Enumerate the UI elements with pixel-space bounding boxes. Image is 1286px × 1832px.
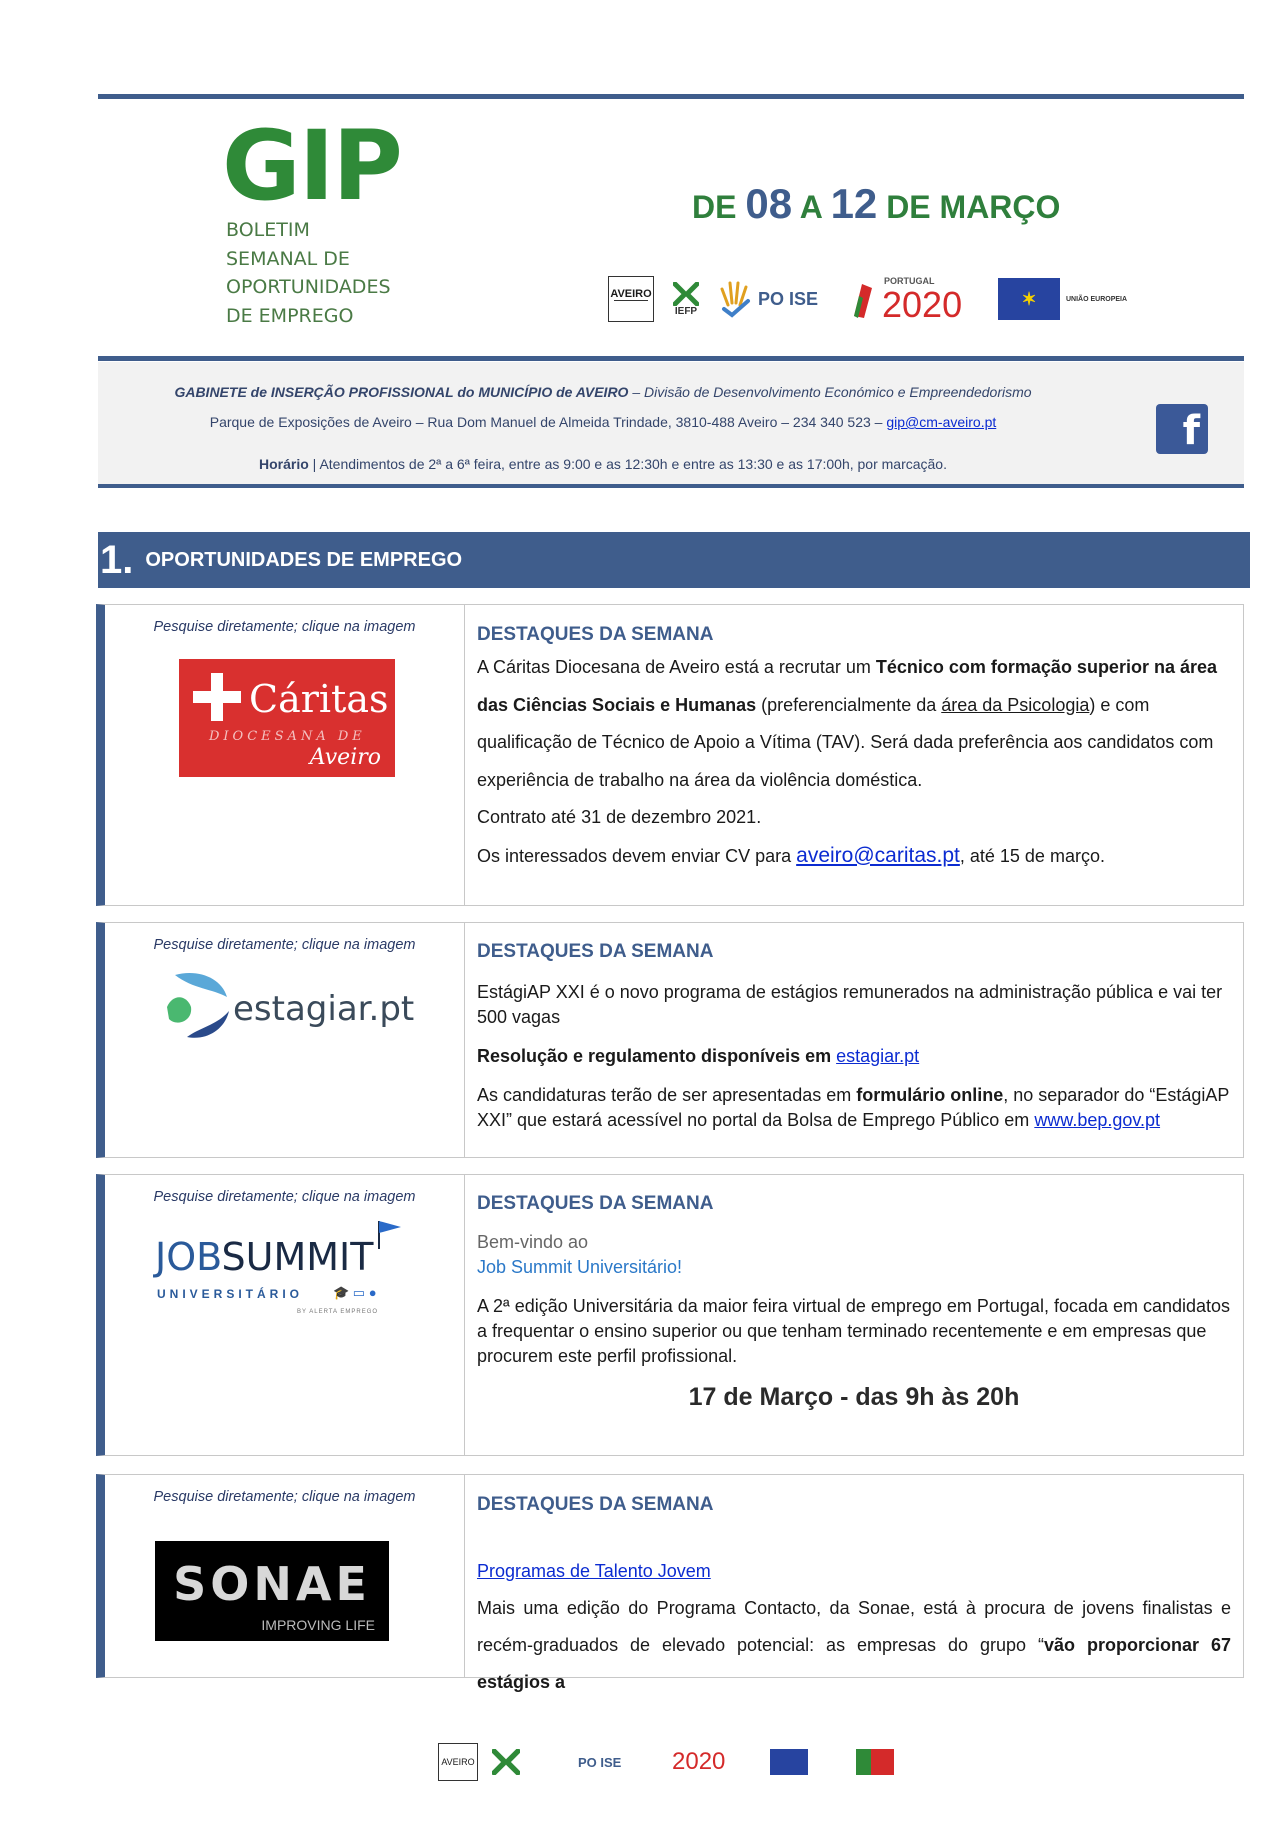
- card-paragraph: Mais uma edição do Programa Contacto, da Sonae, está à procura de jovens finalistas e recém-graduados de elevado potencial: as empresas do grupo “vão proporcionar 67 estágios a: [477, 1598, 1231, 1692]
- job-summit-link[interactable]: Job Summit Universitário!: [477, 1257, 683, 1277]
- organization-line: GABINETE de INSERÇÃO PROFISSIONAL do MUNICÍPIO de AVEIRO – Divisão de Desenvolvimento Económico e Empreendedorismo: [174, 384, 1032, 400]
- bep-link[interactable]: www.bep.gov.pt: [1034, 1110, 1161, 1130]
- caritas-email-link[interactable]: aveiro@caritas.pt: [796, 843, 960, 867]
- info-bottom-rule: [98, 484, 1244, 488]
- card-paragraph: Resolução e regulamento disponíveis em estagiar.pt: [477, 1046, 920, 1066]
- portugal2020-logo: 2020: [672, 1748, 726, 1775]
- caritas-cross-icon: [193, 673, 241, 721]
- search-hint: Pesquise diretamente; clique na imagem: [153, 1189, 416, 1205]
- estagiar-logo[interactable]: estagiar.pt: [157, 963, 417, 1053]
- hours-line: Horário | Atendimentos de 2ª a 6ª feira, entre as 9:00 e as 12:30h e entre as 13:30 e as 17:00h, por marcação.: [259, 456, 947, 472]
- contact-info-box: [98, 362, 1244, 484]
- mid-rule: [98, 356, 1244, 361]
- card-paragraph: A 2ª edição Universitária da maior feira virtual de emprego em Portugal, focada em candidatos a frequentar o ensino superior ou que tenham terminado recentemente e em empresas que procurem este perfil profissional.: [477, 1296, 1231, 1366]
- address-line: Parque de Exposições de Aveiro – Rua Dom Manuel de Almeida Trindade, 3810-488 Aveiro – 234 340 523 – gip@cm-aveiro.pt: [209, 414, 997, 430]
- card-paragraph: Contrato até 31 de dezembro 2021.: [477, 807, 762, 827]
- portugal-flag-icon: [856, 1749, 894, 1775]
- portugal2020-logo: PORTUGAL 2020: [848, 274, 986, 324]
- email-link[interactable]: gip@cm-aveiro.pt: [886, 414, 997, 430]
- search-hint: Pesquise diretamente; clique na imagem: [153, 1489, 416, 1505]
- aveiro-logo: AVEIRO: [608, 276, 654, 322]
- top-rule: [98, 94, 1244, 99]
- card-content: [477, 939, 1231, 1133]
- job-summit-logo[interactable]: JOBSUMMIT UNIVERSITÁRIO 🎓 ▭ ● BY ALERTA EMPREGO: [155, 1215, 435, 1325]
- iefp-logo: IEFP: [666, 275, 706, 323]
- iefp-symbol-icon: [673, 282, 699, 306]
- job-card-caritas: [96, 604, 1244, 906]
- footer-logos: [438, 1742, 894, 1782]
- card-paragraph: As candidaturas terão de ser apresentadas em formulário online, no separador do “EstágiAP XXI” que estará acessível no portal da Bolsa de Emprego Público em www.bep.gov.pt: [477, 1085, 1230, 1130]
- week-dates: DE 08 A 12 DE MARÇO: [692, 180, 1061, 227]
- card-content: [477, 1491, 1231, 1701]
- highlights-title: DESTAQUES DA SEMANA: [477, 941, 714, 962]
- gip-logo-subtitle: BOLETIM SEMANAL DE OPORTUNIDADES DE EMPREGO: [226, 219, 391, 327]
- eu-flag-icon: [770, 1749, 808, 1775]
- facebook-icon[interactable]: f: [1156, 404, 1208, 454]
- card-paragraph: Os interessados devem enviar CV para aveiro@caritas.pt, até 15 de março.: [477, 843, 1105, 867]
- highlights-title: DESTAQUES DA SEMANA: [477, 1494, 714, 1515]
- search-hint: Pesquise diretamente; clique na imagem: [153, 619, 416, 635]
- iefp-symbol-icon: [492, 1749, 520, 1775]
- welcome-text: Bem-vindo ao: [477, 1232, 589, 1252]
- poise-logo: PO ISE: [718, 275, 836, 323]
- portugal-flag-icon: [850, 280, 876, 320]
- search-hint: Pesquise diretamente; clique na imagem: [153, 937, 416, 953]
- partner-logos: [608, 274, 1148, 324]
- section-header: 1. OPORTUNIDADES DE EMPREGO: [98, 532, 1250, 588]
- talent-programs-link[interactable]: Programas de Talento Jovem: [477, 1561, 711, 1581]
- job-card-job-summit: [96, 1174, 1244, 1456]
- flag-icon: [375, 1219, 405, 1249]
- highlights-title: DESTAQUES DA SEMANA: [477, 1193, 714, 1214]
- estagiar-symbol-icon: [157, 967, 237, 1047]
- job-card-estagiar: [96, 922, 1244, 1158]
- card-paragraph: A Cáritas Diocesana de Aveiro está a recrutar um Técnico com formação superior na área das Ciências Sociais e Humanas (preferencialmente da área da Psicologia) e com qualificação de Técnico de Apoio a Vítima (TAV). Será dada preferência aos candidatos com experiência de trabalho na área da violência doméstica.: [477, 657, 1217, 790]
- gip-logo-title: GIP: [222, 110, 401, 222]
- eu-logo: ✶ UNIÃO EUROPEIA: [998, 276, 1148, 322]
- card-content: [477, 1191, 1231, 1410]
- estagiar-link[interactable]: estagiar.pt: [836, 1046, 920, 1066]
- highlights-title: DESTAQUES DA SEMANA: [477, 624, 714, 645]
- poise-logo: PO ISE: [578, 1754, 622, 1770]
- eu-flag-icon: ✶: [998, 278, 1060, 320]
- caritas-logo[interactable]: Cáritas DIOCESANA DE Aveiro: [179, 659, 395, 777]
- aveiro-logo: AVEIRO: [438, 1743, 478, 1781]
- job-card-sonae: [96, 1474, 1244, 1692]
- card-content: [477, 621, 1231, 875]
- sonae-logo[interactable]: SONAE IMPROVING LIFE: [155, 1541, 389, 1641]
- event-date: 17 de Março - das 9h às 20h: [688, 1383, 1020, 1411]
- education-icons: 🎓 ▭ ●: [333, 1285, 377, 1300]
- card-paragraph: EstágiAP XXI é o novo programa de estágios remunerados na administração pública e vai ter 500 vagas: [477, 982, 1223, 1027]
- poise-symbol-icon: [718, 279, 754, 319]
